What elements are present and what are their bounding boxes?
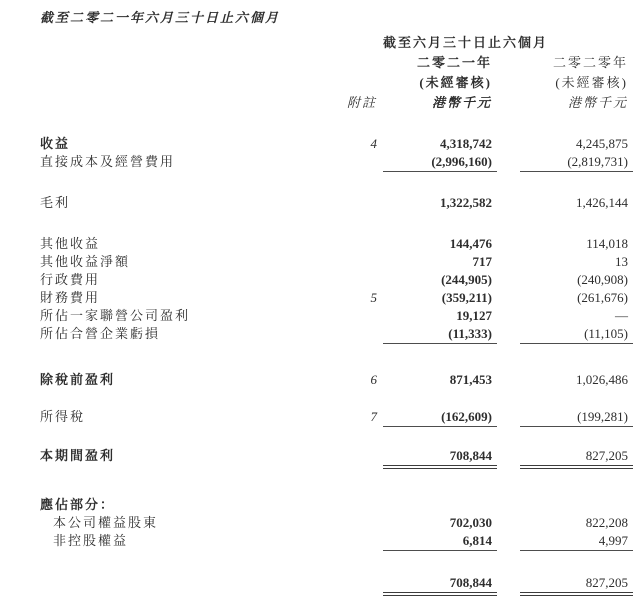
column-gap (497, 53, 520, 73)
table-row (40, 447, 633, 469)
column-gap (497, 408, 520, 427)
row-label: 收益 (40, 136, 71, 151)
value-2021: 4,318,742 (440, 136, 492, 151)
value-2020: 4,245,875 (576, 136, 628, 151)
row-note (341, 253, 377, 271)
row-note (341, 574, 377, 596)
value-2020: (240,908) (577, 272, 628, 287)
row-label: 行政費用 (40, 272, 101, 287)
column-gap (497, 93, 520, 113)
row-label (40, 574, 341, 596)
table-row (40, 325, 633, 344)
value-2021: 871,453 (449, 372, 492, 387)
row-note: 5 (370, 290, 377, 305)
header-unit-row (40, 93, 633, 113)
table-row (40, 194, 633, 212)
value-2021: 717 (472, 254, 492, 269)
table-row (40, 371, 633, 389)
column-header-audit-2020: (未經審核) (555, 75, 628, 90)
row-note (341, 496, 377, 514)
header-spacer (341, 53, 377, 73)
row-label: 本期間盈利 (40, 448, 116, 463)
header-spacer (40, 93, 341, 113)
row-note (341, 194, 377, 212)
column-gap (497, 194, 520, 212)
table-row (40, 496, 633, 514)
value-2021: 702,030 (449, 515, 492, 530)
row-note (341, 153, 377, 172)
value-2020: 4,997 (520, 532, 633, 551)
column-gap (497, 532, 520, 551)
income-statement-table (40, 33, 633, 596)
row-label: 其他收益 (40, 236, 101, 251)
value-2021: (359,211) (441, 290, 492, 305)
row-note (341, 514, 377, 532)
table-row (40, 532, 633, 551)
note-column-header: 附註 (346, 95, 377, 110)
column-gap (497, 153, 520, 172)
row-note (341, 235, 377, 253)
value-2020: 822,208 (585, 515, 628, 530)
table-row (40, 408, 633, 427)
value-2021: 708,844 (383, 447, 497, 469)
header-spacer (40, 33, 314, 53)
value-2020: (11,105) (520, 325, 633, 344)
table-row (40, 574, 633, 596)
value-2020: 827,205 (520, 574, 633, 596)
value-2020: (261,676) (577, 290, 628, 305)
header-period-row (40, 33, 633, 53)
column-header-unit-2021: 港幣千元 (431, 95, 492, 110)
period-header: 截至六月三十日止六個月 (383, 35, 549, 50)
row-note (341, 271, 377, 289)
row-note: 7 (370, 409, 377, 424)
row-label: 直接成本及經營費用 (40, 154, 176, 169)
column-header-year-2020: 二零二零年 (552, 55, 628, 70)
column-gap (497, 514, 520, 532)
row-label: 所佔一家聯營公司盈利 (40, 308, 191, 323)
value-2021: (162,609) (383, 408, 497, 427)
value-2020: 114,018 (586, 236, 628, 251)
value-2021: 1,322,582 (440, 195, 492, 210)
column-gap (497, 271, 520, 289)
column-gap (497, 235, 520, 253)
value-2020 (520, 496, 633, 514)
row-note (341, 325, 377, 344)
column-gap (497, 325, 520, 344)
column-gap (497, 253, 520, 271)
statement-rows (40, 135, 633, 596)
value-2020: 1,026,486 (576, 372, 628, 387)
column-gap (497, 574, 520, 596)
value-2020: 13 (615, 254, 628, 269)
row-label: 本公司權益股東 (53, 515, 159, 530)
column-gap (497, 289, 520, 307)
column-gap (497, 371, 520, 389)
row-label: 財務費用 (40, 290, 101, 305)
value-2021: 6,814 (383, 532, 497, 551)
table-row (40, 307, 633, 325)
value-2020: 827,205 (520, 447, 633, 469)
row-note: 6 (370, 372, 377, 387)
table-header (40, 33, 633, 113)
value-2021: (244,905) (441, 272, 492, 287)
table-row (40, 253, 633, 271)
header-audit-row (40, 73, 633, 93)
table-row (40, 153, 633, 172)
row-note: 4 (370, 136, 377, 151)
column-gap (497, 496, 520, 514)
header-spacer (40, 53, 341, 73)
row-label: 所佔合營企業虧損 (40, 326, 161, 341)
table-row (40, 514, 633, 532)
value-2020: — (615, 308, 628, 323)
value-2020: (199,281) (520, 408, 633, 427)
value-2021: 144,476 (449, 236, 492, 251)
column-gap (497, 73, 520, 93)
table-row (40, 135, 633, 153)
column-gap (497, 447, 520, 469)
column-header-audit-2021: (未經審核) (419, 75, 492, 90)
value-2021 (383, 496, 497, 514)
row-label: 毛利 (40, 195, 71, 210)
column-gap (497, 135, 520, 153)
row-label: 非控股權益 (53, 533, 129, 548)
row-note (341, 447, 377, 469)
value-2020: (2,819,731) (520, 153, 633, 172)
value-2020: 1,426,144 (576, 195, 628, 210)
value-2021: 708,844 (383, 574, 497, 596)
table-row (40, 289, 633, 307)
table-row (40, 235, 633, 253)
column-header-unit-2020: 港幣千元 (567, 95, 628, 110)
header-spacer (40, 73, 341, 93)
value-2021: (11,333) (383, 325, 497, 344)
header-spacer (314, 33, 350, 53)
column-gap (497, 307, 520, 325)
value-2021: 19,127 (456, 308, 492, 323)
header-year-row (40, 53, 633, 73)
table-row (40, 271, 633, 289)
column-header-year-2021: 二零二一年 (416, 55, 492, 70)
header-spacer (341, 73, 377, 93)
row-label: 所得稅 (40, 409, 86, 424)
row-note (341, 532, 377, 551)
row-label: 應佔部分： (40, 497, 116, 512)
row-note (341, 307, 377, 325)
value-2021: (2,996,160) (383, 153, 497, 172)
page-title: 截至二零二一年六月三十日止六個月 (40, 10, 281, 25)
row-label: 其他收益淨額 (40, 254, 131, 269)
row-label: 除稅前盈利 (40, 372, 116, 387)
